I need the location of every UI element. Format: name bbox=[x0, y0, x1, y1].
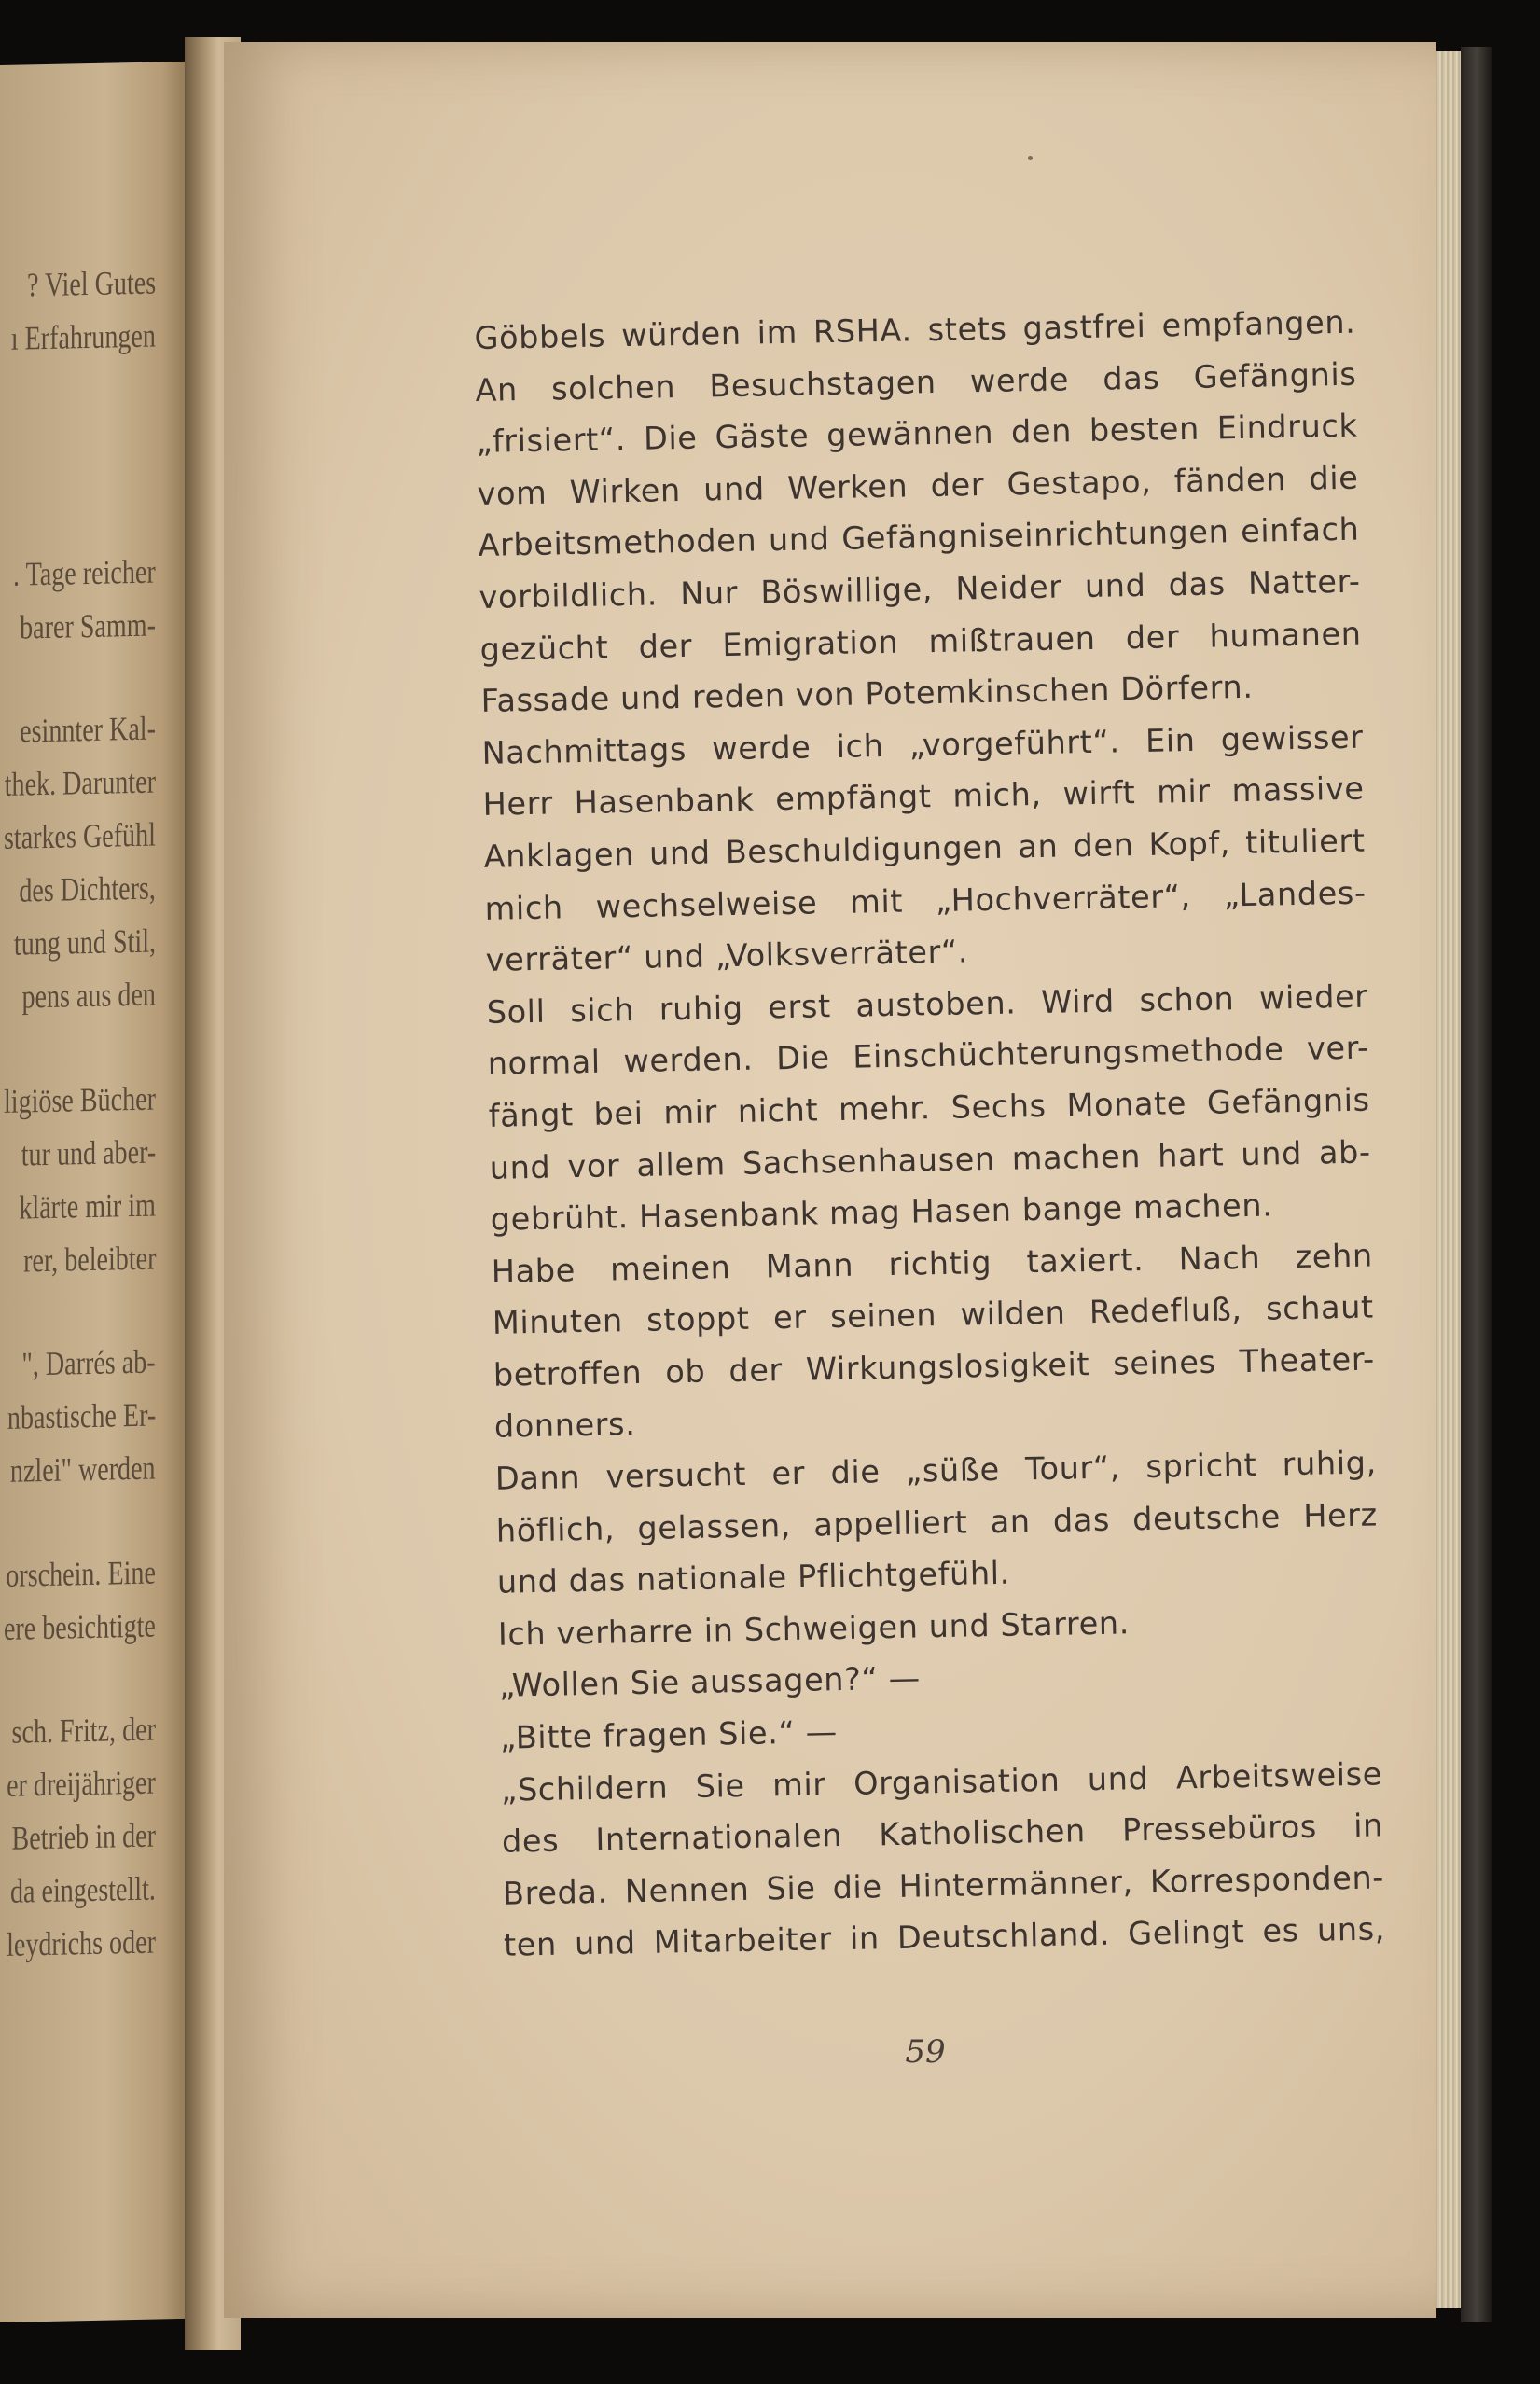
text-line: „Wollen Sie aussagen?“ — bbox=[498, 1659, 922, 1705]
text-line: mich wechselweise mit „Hochverräter“, „Landes- bbox=[484, 874, 1367, 927]
right-page bbox=[224, 42, 1436, 2318]
left-line: sch. Fritz, der bbox=[11, 1710, 156, 1751]
text-line: Habe meinen Mann richtig taxiert. Nach zehn bbox=[491, 1237, 1374, 1290]
text-line: Arbeitsmethoden und Gefängniseinrichtungen einfach bbox=[478, 511, 1360, 564]
text-line: Minuten stoppt er seinen wilden Redefluß, schaut bbox=[492, 1288, 1375, 1342]
left-line: rer, beleibter bbox=[22, 1239, 156, 1280]
text-line: vorbildlich. Nur Böswillige, Neider und das Natter- bbox=[479, 562, 1361, 616]
left-line: ere besichtigte bbox=[4, 1606, 156, 1647]
text-line: betroffen ob der Wirkungslosigkeit seines Theater- bbox=[493, 1340, 1376, 1393]
text-line: Ich verharre in Schweigen und Starren. bbox=[497, 1604, 1131, 1653]
text-line: Göbbels würden im RSHA. stets gastfrei empfangen. bbox=[474, 303, 1356, 356]
text-line: „Schildern Sie mir Organisation und Arbeitsweise bbox=[500, 1755, 1383, 1809]
text-line: gezücht der Emigration mißtrauen der humanen bbox=[479, 615, 1362, 668]
text-line: donners. bbox=[493, 1406, 636, 1446]
left-line: . Tage reicher bbox=[13, 552, 156, 593]
text-line: des Internationalen Katholischen Pressebüros in bbox=[501, 1807, 1384, 1860]
text-line: normal werden. Die Einschüchterungsmethode ver- bbox=[487, 1029, 1369, 1083]
left-line: tung und Stil, bbox=[13, 922, 156, 963]
left-line: er dreijähriger bbox=[7, 1763, 156, 1804]
left-line: leydrichs oder bbox=[7, 1922, 156, 1963]
page-number: 59 bbox=[905, 2033, 946, 2071]
text-line: Breda. Nennen Sie die Hintermänner, Korresponden- bbox=[502, 1859, 1385, 1912]
left-line: nbastische Er- bbox=[7, 1395, 156, 1436]
text-line: Anklagen und Beschuldigungen an den Kopf, tituliert bbox=[483, 822, 1366, 875]
text-line: gebrüht. Hasenbank mag Hasen bange machen. bbox=[490, 1186, 1273, 1238]
book-cover-edge bbox=[1461, 47, 1492, 2322]
text-line: „Bitte fragen Sie.“ — bbox=[499, 1713, 839, 1756]
left-line: ligiöse Bücher bbox=[4, 1079, 156, 1120]
text-line: Herr Hasenbank empfängt mich, wirft mir massive bbox=[482, 769, 1365, 824]
left-line: esinnter Kal- bbox=[20, 709, 156, 750]
text-line: Dann versucht er die „süße Tour“, spricht ruhig, bbox=[494, 1444, 1378, 1497]
text-line: Fassade und reden von Potemkinschen Dörfern. bbox=[480, 668, 1254, 720]
left-line: thek. Darunter bbox=[4, 762, 156, 803]
left-line: nzlei" werden bbox=[10, 1448, 156, 1490]
left-page bbox=[0, 62, 191, 2322]
text-line: „frisiert“. Die Gäste gewännen den besten Eindruck bbox=[476, 407, 1358, 461]
text-line: verräter“ und „Volksverräter“. bbox=[485, 933, 969, 979]
left-line: ı Erfahrungen bbox=[10, 316, 156, 357]
text-line: Nachmittags werde ich „vorgeführt“. Ein gewisser bbox=[481, 718, 1364, 771]
text-line: fängt bei mir nicht mehr. Sechs Monate Gefängnis bbox=[488, 1081, 1370, 1134]
left-line: des Dichters, bbox=[19, 868, 156, 909]
text-line: ten und Mitarbeiter in Deutschland. Gelingt es uns, bbox=[503, 1910, 1386, 1964]
left-line: tur und aber- bbox=[21, 1132, 156, 1173]
text-line: und vor allem Sachsenhausen machen hart und ab- bbox=[489, 1133, 1372, 1186]
left-line: da eingestellt. bbox=[10, 1869, 156, 1910]
left-line: pens aus den bbox=[21, 975, 156, 1016]
left-line: Betrieb in der bbox=[11, 1816, 156, 1857]
left-line: ", Darrés ab- bbox=[21, 1342, 156, 1383]
left-line: orschein. Eine bbox=[6, 1553, 156, 1594]
text-line: Soll sich ruhig erst austoben. Wird schon wieder bbox=[486, 977, 1368, 1031]
text-line: und das nationale Pflichtgefühl. bbox=[496, 1554, 1011, 1601]
left-line: starkes Gefühl bbox=[4, 815, 156, 856]
paper-speck bbox=[1028, 156, 1033, 160]
page-text bbox=[474, 297, 1385, 1972]
text-line: höflich, gelassen, appelliert an das deutsche Herz bbox=[495, 1496, 1379, 1549]
text-line: vom Wirken und Werken der Gestapo, fänden die bbox=[477, 459, 1359, 512]
left-line: ? Viel Gutes bbox=[26, 263, 156, 304]
text-line: An solchen Besuchstagen werde das Gefängnis bbox=[475, 355, 1357, 409]
left-line: barer Samm- bbox=[20, 605, 156, 646]
left-line: klärte mir im bbox=[19, 1185, 156, 1227]
